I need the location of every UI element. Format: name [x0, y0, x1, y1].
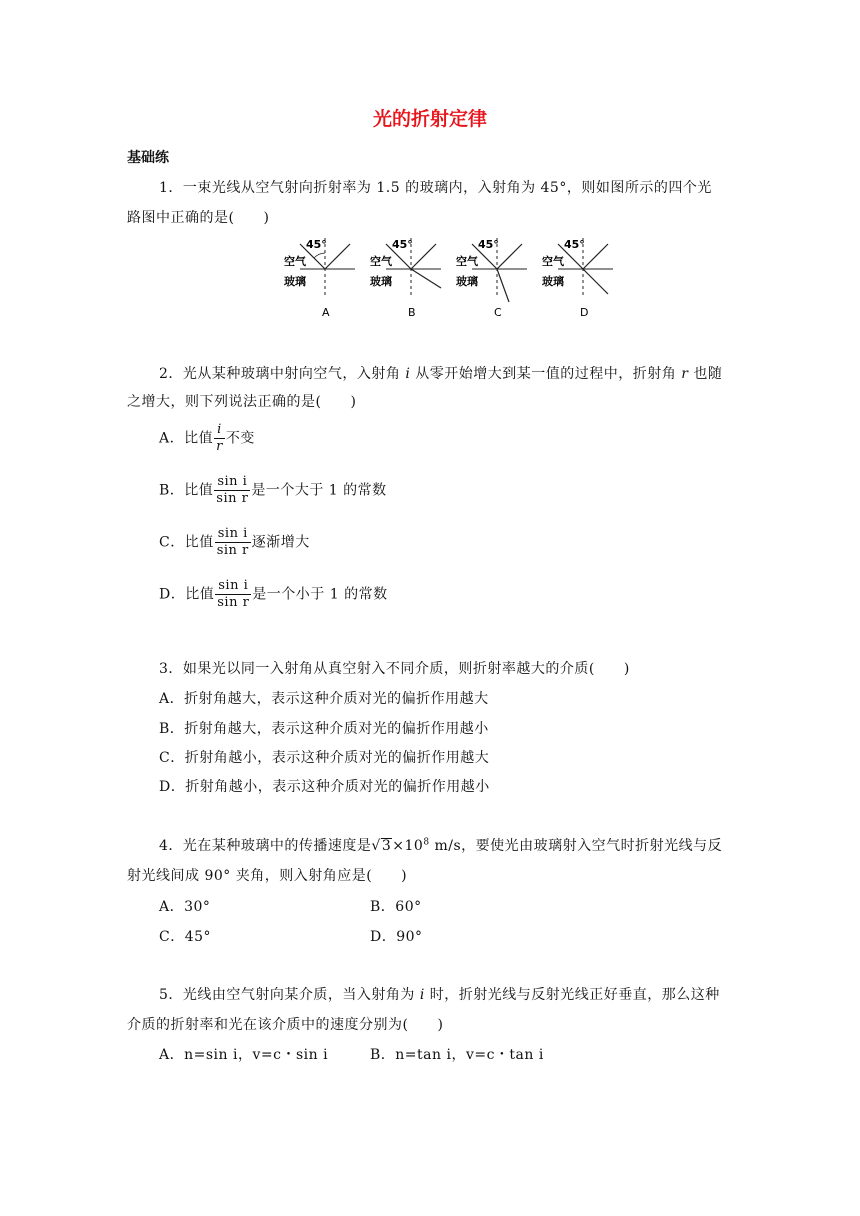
diagram-a — [284, 238, 355, 319]
svg-text:玻璃: 玻璃 — [284, 275, 306, 288]
q4-option-a: A．30° — [159, 899, 211, 915]
q2-option-a: A．比值 $\frac{i}{r}$ 不变 — [159, 422, 255, 454]
svg-text:45°: 45° — [564, 238, 585, 251]
q4-option-b: B．60° — [370, 899, 422, 915]
diagram-d — [542, 238, 613, 319]
q3-option-a: A．折射角越大，表示这种介质对光的偏折作用越大 — [159, 691, 489, 707]
q4-option-c: C．45° — [159, 929, 212, 945]
q5-stem-line2: 介质的折射率和光在该介质中的速度分别为( ) — [127, 1017, 444, 1033]
q5-stem-line1: 5．光线由空气射向某介质，当入射角为 i 时，折射光线与反射光线正好垂直，那么这种 — [159, 987, 720, 1003]
svg-text:空气: 空气 — [284, 255, 306, 268]
svg-text:空气: 空气 — [542, 255, 564, 268]
angle-label-a: 45° — [306, 238, 327, 251]
q3-option-c: C．折射角越小，表示这种介质对光的偏折作用越大 — [159, 750, 490, 766]
q2-stem-line2: 之增大，则下列说法正确的是( ) — [127, 394, 357, 410]
q5-option-b: B．n=tan i，v=c・tan i — [370, 1047, 544, 1063]
diagram-b — [370, 238, 441, 319]
q2-stem-line1: 2．光从某种玻璃中射向空气，入射角 i 从零开始增大到某一值的过程中，折射角 r 也随 — [159, 366, 723, 382]
option-b-label: B — [408, 306, 416, 319]
q2-option-d: D．比值 $\frac{\text{sin i}}{\text{sin r}}$ 是一个小于 1 的常数 — [159, 578, 388, 610]
option-d-label: D — [580, 306, 589, 319]
q4-option-d: D．90° — [370, 929, 423, 945]
svg-text:空气: 空气 — [456, 255, 478, 268]
q1-stem-line1: 1．一束光线从空气射向折射率为 1.5 的玻璃内，入射角为 45°，则如图所示的四个光 — [159, 180, 712, 196]
svg-text:空气: 空气 — [370, 255, 392, 268]
diagram-c — [456, 238, 527, 319]
page-title: 光的折射定律 — [372, 108, 487, 130]
svg-text:玻璃: 玻璃 — [456, 275, 478, 288]
svg-text:45°: 45° — [478, 238, 499, 251]
svg-text:玻璃: 玻璃 — [370, 275, 392, 288]
option-c-label: C — [494, 306, 502, 319]
q3-option-d: D．折射角越小，表示这种介质对光的偏折作用越小 — [159, 779, 490, 795]
q1-stem-line2: 路图中正确的是( ) — [127, 210, 270, 226]
q3-option-b: B．折射角越大，表示这种介质对光的偏折作用越小 — [159, 721, 489, 737]
q3-stem: 3．如果光以同一入射角从真空射入不同介质，则折射率越大的介质( ) — [159, 661, 630, 677]
option-a-label: A — [322, 306, 330, 319]
q4-stem-line2: 射光线间成 90° 夹角，则入射角应是( ) — [127, 868, 408, 884]
svg-text:玻璃: 玻璃 — [542, 275, 564, 288]
svg-text:45°: 45° — [392, 238, 413, 251]
q2-option-c: C．比值 $\frac{\text{sin i}}{\text{sin r}}$ 逐渐增大 — [159, 526, 310, 558]
q4-stem-line1: 4．光在某种玻璃中的传播速度是$√3\times 10^8$ m/s，要使光由玻璃射入空气时折射光线与反 — [159, 837, 723, 854]
q1-refraction-diagrams — [280, 236, 620, 326]
section-heading: 基础练 — [127, 150, 169, 166]
q2-option-b: B．比值 $\frac{\text{sin i}}{\text{sin r}}$ 是一个大于 1 的常数 — [159, 474, 387, 506]
q5-option-a: A．n=sin i，v=c・sin i — [159, 1047, 329, 1063]
